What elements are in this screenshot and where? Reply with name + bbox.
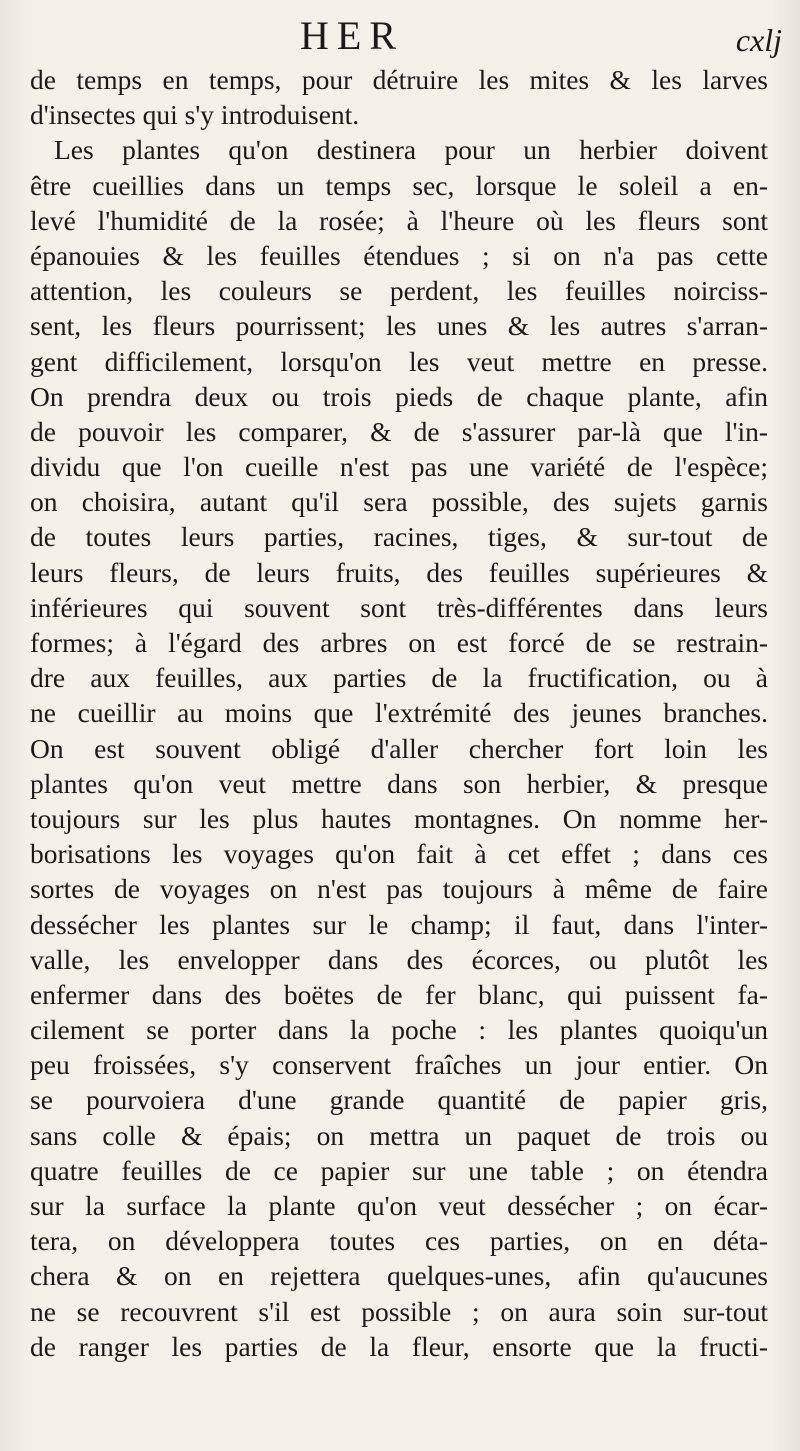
running-head [0,14,800,58]
text-line: leurs fleurs, de leurs fruits, des feuilles supérieures & [30,556,768,588]
body-text [30,62,768,1364]
text-line: dividu que l'on cueille n'est pas une variété de l'espèce; [30,451,768,483]
page-number: cxlj [735,22,782,58]
text-line: dessécher les plantes sur le champ; il faut, dans l'inter- [30,908,768,940]
text-line: formes; à l'égard des arbres on est forcé de se restrain- [30,627,768,658]
text-line: peu froissées, s'y conservent fraîches un jour entier. On [30,1049,768,1081]
text-line: tera, on développera toutes ces parties, on en déta- [30,1225,768,1257]
text-line: levé l'humidité de la rosée; à l'heure où les fleurs sont [30,204,768,236]
text-line: ne se recouvrent s'il est possible ; on aura soin sur-tout [30,1295,768,1327]
text-line: de pouvoir les comparer, & de s'assurer par-là que l'in- [30,415,768,447]
text-line: gent difficilement, lorsqu'on les veut mettre en presse. [30,345,768,377]
text-line: Les plantes qu'on destinera pour un herbier doivent [54,134,768,166]
text-line: plantes qu'on veut mettre dans son herbier, & presque [30,767,768,799]
text-line: sur la surface la plante qu'on veut dessécher ; on écar- [30,1190,768,1221]
text-line: attention, les couleurs se perdent, les feuilles noirciss- [30,275,768,307]
text-line: on choisira, autant qu'il sera possible, des sujets garnis [30,486,768,518]
text-line: sortes de voyages on n'est pas toujours à même de faire [30,873,768,905]
text-line: de toutes leurs parties, racines, tiges, & sur-tout de [30,521,768,553]
text-line: chera & on en rejettera quelques-unes, afin qu'aucunes [30,1260,768,1292]
text-line: sans colle & épais; on mettra un paquet de trois ou [30,1119,768,1151]
text-line: sent, les fleurs pourrissent; les unes & les autres s'arran- [30,310,768,342]
text-line: cilement se porter dans la poche : les plantes quoiqu'un [30,1014,768,1046]
text-line: ne cueillir au moins que l'extrémité des jeunes branches. [30,697,768,729]
text-line: inférieures qui souvent sont très-différentes dans leurs [30,591,768,623]
text-line: toujours sur les plus hautes montagnes. On nomme her- [30,802,768,834]
text-line: dre aux feuilles, aux parties de la fructification, ou à [30,662,768,694]
text-line: On est souvent obligé d'aller chercher fort loin les [30,732,768,764]
text-line: quatre feuilles de ce papier sur une table ; on étendra [30,1154,768,1186]
text-line: d'insectes qui s'y introduisent. [30,99,360,131]
text-line: valle, les envelopper dans des écorces, ou plutôt les [30,943,768,975]
text-line: être cueillies dans un temps sec, lorsque le soleil a en- [30,169,768,201]
text-line: borisations les voyages qu'on fait à cet effet ; dans ces [30,838,768,870]
text-line: On prendra deux ou trois pieds de chaque plante, afin [30,380,768,412]
text-line: de temps en temps, pour détruire les mites & les larves [30,64,768,95]
running-title: HER [300,13,404,58]
text-line: de ranger les parties de la fleur, ensorte que la fructi- [30,1330,768,1362]
text-line: épanouies & les feuilles étendues ; si on n'a pas cette [30,239,768,271]
text-line: se pourvoiera d'une grande quantité de papier gris, [30,1084,768,1116]
text-line: enfermer dans des boëtes de fer blanc, qui puissent fa- [30,978,768,1010]
